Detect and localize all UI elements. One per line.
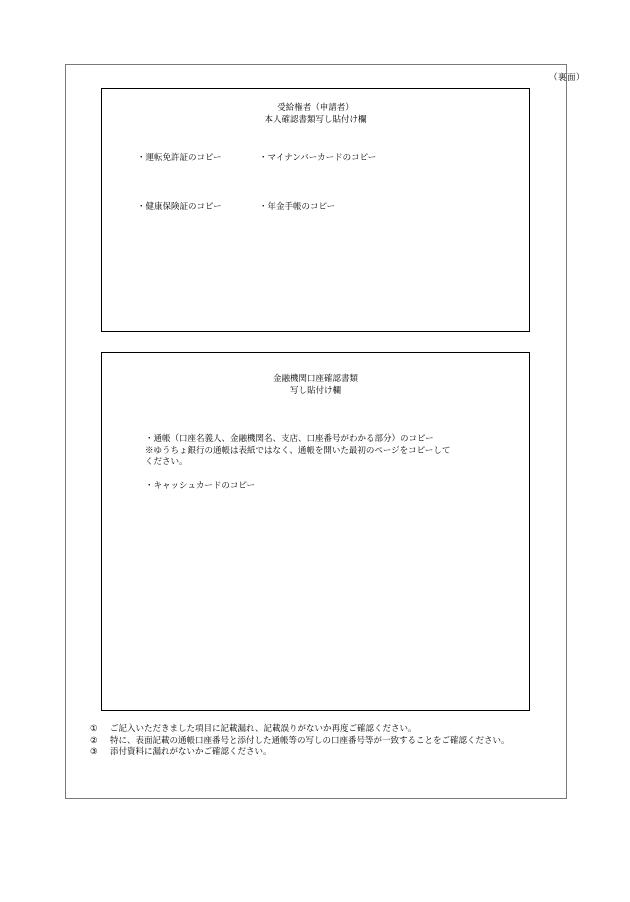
health-insurance-item: ・健康保険証のコピー bbox=[137, 202, 222, 212]
bank-document-list bbox=[145, 434, 450, 492]
bank-box-title bbox=[102, 373, 529, 397]
note-text: ご記入いただきました項目に記載漏れ、記載誤りがないか再度ご確認ください。 bbox=[110, 724, 417, 734]
note-item bbox=[90, 724, 538, 736]
side-label: （裏面） bbox=[548, 73, 585, 83]
id-box-title-line1: 受給権者（申請者） bbox=[277, 103, 354, 113]
note-text: 特に、表面記載の通帳口座番号と添付した通帳等の写しの口座番号等が一致することをご確認ください。 bbox=[110, 735, 510, 746]
note-item bbox=[90, 736, 538, 748]
notes-list bbox=[90, 724, 538, 759]
note-text: 添付資料に漏れがないかご確認ください。 bbox=[110, 747, 272, 757]
drivers-license-item: ・運転免許証のコピー bbox=[137, 153, 222, 163]
passbook-item: ・通帳（口座名義人、金融機関名、支店、口座番号がわかる部分）のコピー bbox=[145, 434, 434, 444]
cash-card-item: ・キャッシュカードのコピー bbox=[145, 480, 255, 491]
note-number: ① bbox=[90, 724, 98, 734]
bank-box-title-line2: 写し貼付け欄 bbox=[289, 386, 341, 396]
id-box-title bbox=[102, 102, 529, 126]
id-document-attach-box bbox=[101, 88, 530, 332]
pension-book-item: ・年金手帳のコピー bbox=[259, 202, 336, 212]
bank-box-title-line1: 金融機関口座確認書類 bbox=[272, 374, 358, 384]
id-box-title-line2: 本人確認書類写し貼付け欄 bbox=[264, 115, 367, 125]
note-number: ③ bbox=[90, 747, 98, 757]
spacer bbox=[145, 469, 450, 481]
my-number-card-item: ・マイナンバーカードのコピー bbox=[259, 153, 377, 163]
note-item bbox=[90, 747, 538, 759]
yucho-note-line2: ください。 bbox=[145, 457, 188, 467]
note-number: ② bbox=[90, 735, 98, 746]
yucho-note-line1: ※ゆうちょ銀行の通帳は表紙ではなく、通帳を開いた最初のページをコピーして bbox=[145, 445, 451, 456]
bank-document-attach-box bbox=[101, 352, 530, 711]
